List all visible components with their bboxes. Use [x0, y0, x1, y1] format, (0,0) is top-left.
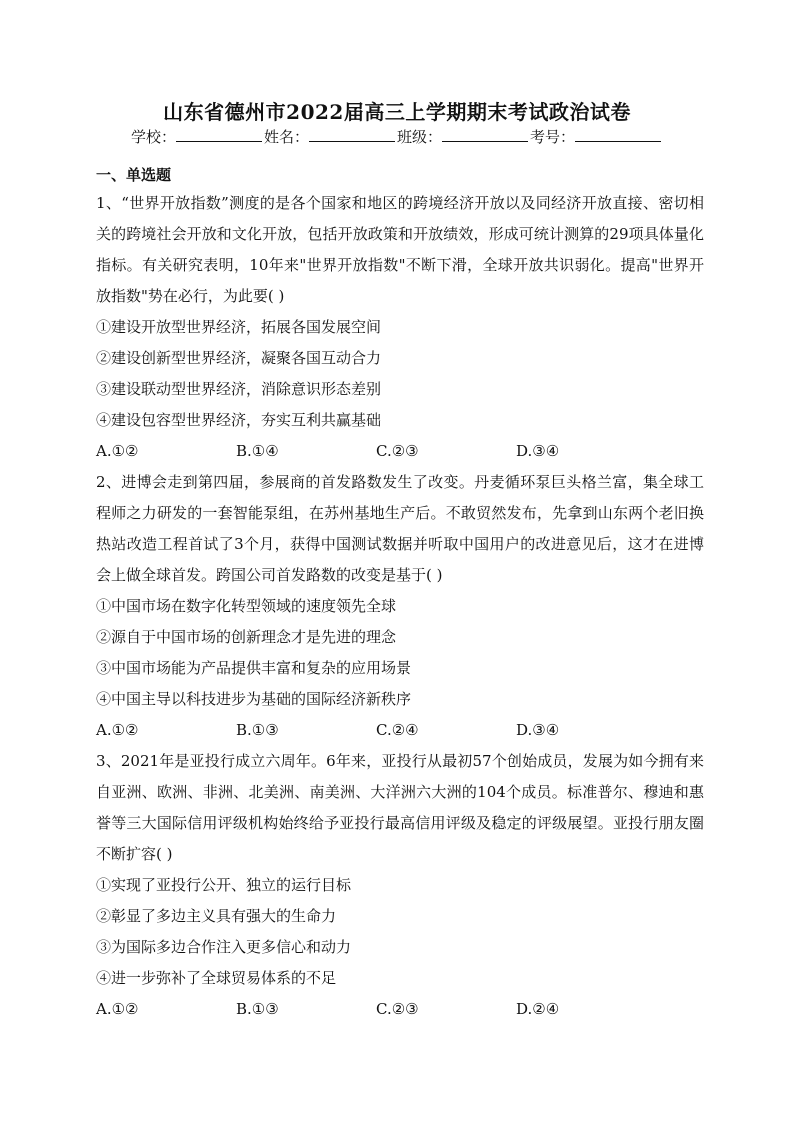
choice-a[interactable]: A.①②	[96, 721, 139, 739]
choice-b[interactable]: B.①④	[236, 442, 279, 460]
student-info-fields	[0, 126, 794, 147]
question-statement: ②彰显了多边主义具有强大的生命力	[96, 907, 337, 925]
answer-choices	[96, 715, 704, 746]
name-label: 姓名：	[263, 128, 309, 146]
question-statement: ③中国市场能为产品提供丰富和复杂的应用场景	[96, 659, 412, 677]
question-statement: ③为国际多边合作注入更多信心和动力	[96, 938, 352, 956]
question-statement: ①建设开放型世界经济，拓展各国发展空间	[96, 318, 382, 336]
choice-d[interactable]: D.②④	[516, 1000, 560, 1018]
question-statement: ①中国市场在数字化转型领域的速度领先全球	[96, 597, 397, 615]
name-blank[interactable]	[309, 127, 395, 142]
answer-choices	[96, 436, 704, 467]
school-label: 学校：	[130, 128, 176, 146]
choice-b[interactable]: B.①③	[236, 721, 279, 739]
class-label: 班级：	[397, 128, 443, 146]
exam-number-blank[interactable]	[575, 127, 661, 142]
choice-c[interactable]: C.②③	[376, 1000, 419, 1018]
question-1	[96, 188, 704, 467]
section-heading: 一、单选题	[96, 166, 172, 184]
question-statement: ①实现了亚投行公开、独立的运行目标	[96, 876, 352, 894]
class-blank[interactable]	[442, 127, 528, 142]
question-statement: ④进一步弥补了全球贸易体系的不足	[96, 969, 337, 987]
question-stem: 3、2021年是亚投行成立六周年。6年来，亚投行从最初57个创始成员，发展为如今拥有来自亚洲、欧洲、非洲、北美洲、南美洲、大洋洲六大洲的104个成员。标准普尔、穆迪和惠誉等三大国际信用评级机构始终给予亚投行最高信用评级及稳定的评级展望。亚投行朋友圈不断扩容( )	[96, 752, 704, 863]
question-stem: 2、进博会走到第四届，参展商的首发路数发生了改变。丹麦循环泵巨头格兰富，集全球工程师之力研发的一套智能泵组，在苏州基地生产后。不敢贸然发布，先拿到山东两个老旧换热站改造工程首试了3个月，获得中国测试数据并听取中国用户的改进意见后，这才在进博会上做全球首发。跨国公司首发路数的改变是基于( )	[96, 473, 704, 584]
choice-c[interactable]: C.②③	[376, 442, 419, 460]
question-3	[96, 746, 704, 1025]
question-statement: ④建设包容型世界经济，夯实互利共赢基础	[96, 411, 382, 429]
question-2	[96, 467, 704, 746]
question-statement: ②源自于中国市场的创新理念才是先进的理念	[96, 628, 397, 646]
question-statement: ④中国主导以科技进步为基础的国际经济新秩序	[96, 690, 412, 708]
choice-d[interactable]: D.③④	[516, 442, 560, 460]
exam-title: 山东省德州市2022届高三上学期期末考试政治试卷	[163, 100, 631, 124]
choice-b[interactable]: B.①③	[236, 1000, 279, 1018]
question-statement: ②建设创新型世界经济，凝聚各国互动合力	[96, 349, 382, 367]
choice-d[interactable]: D.③④	[516, 721, 560, 739]
choice-a[interactable]: A.①②	[96, 442, 139, 460]
question-statement: ③建设联动型世界经济，消除意识形态差别	[96, 380, 382, 398]
choice-c[interactable]: C.②④	[376, 721, 419, 739]
exam-number-label: 考号：	[530, 128, 576, 146]
question-stem: 1、“世界开放指数”测度的是各个国家和地区的跨境经济开放以及同经济开放直接、密切相关的跨境社会开放和文化开放，包括开放政策和开放绩效，形成可统计测算的29项具体量化指标。有关研究表明，10年来"世界开放指数"不断下滑，全球开放共识弱化。提高"世界开放指数"势在必行，为此要( )	[96, 194, 704, 305]
choice-a[interactable]: A.①②	[96, 1000, 139, 1018]
school-blank[interactable]	[176, 127, 262, 142]
answer-choices	[96, 994, 704, 1025]
exam-content	[96, 164, 704, 1025]
